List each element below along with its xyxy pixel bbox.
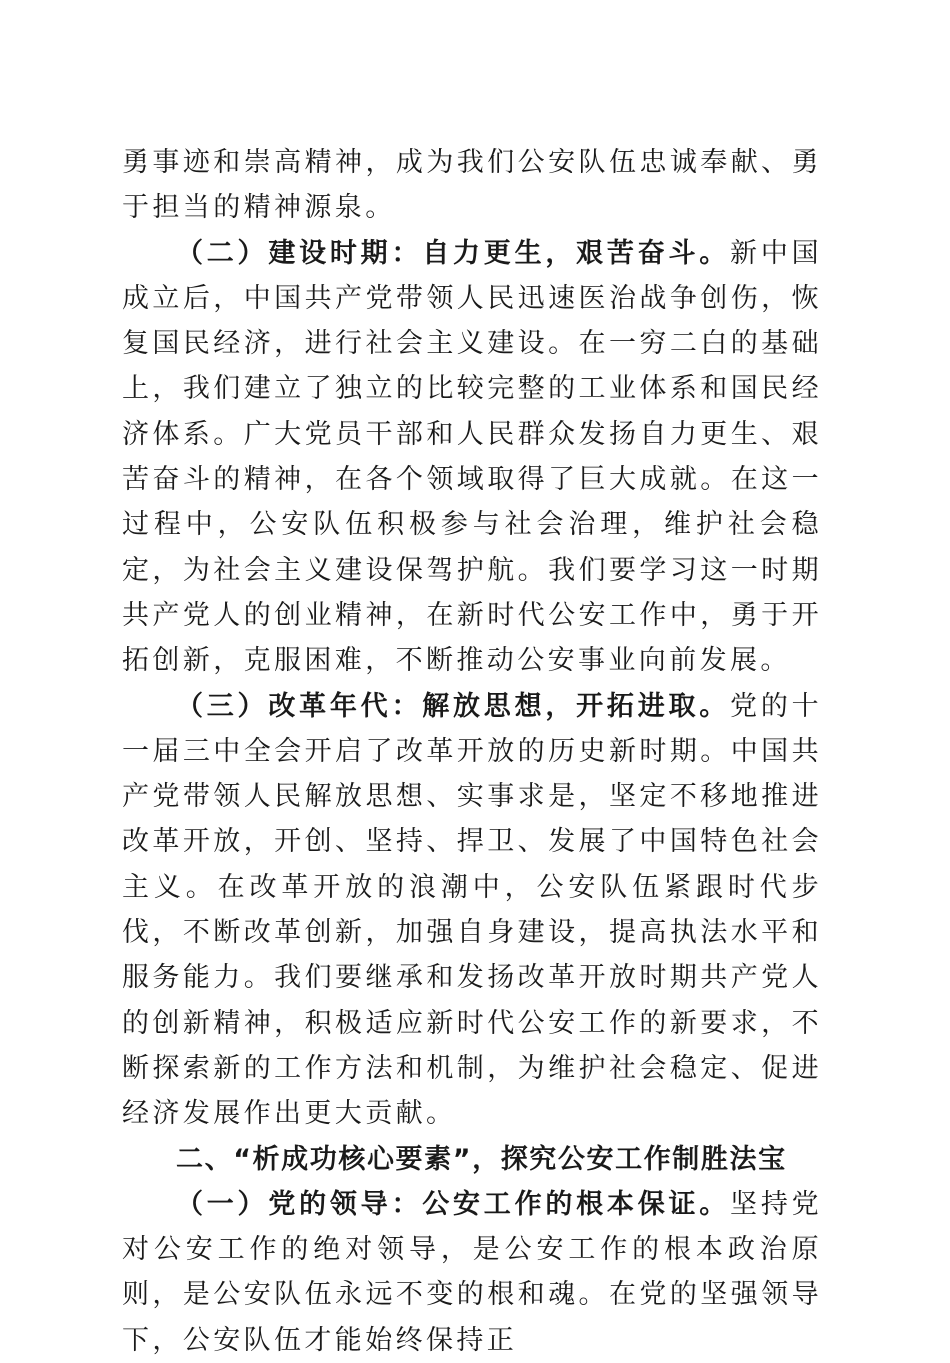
- subheading-construction-period: （二）建设时期：自力更生，艰苦奋斗。: [176, 237, 731, 269]
- paragraph-text: 新中国成立后，中国共产党带领人民迅速医治战争创伤，恢复国民经济，进行社会主义建设。在一穷二白的基础上，我们建立了独立的比较完整的工业体系和国民经济体系。广大党员干部和人民群众发扬自力更生、艰苦奋斗的精神，在各个领域取得了巨大成就。在这一过程中，公安队伍积极参与社会治理，维护社会稳定，为社会主义建设保驾护航。我们要学习这一时期共产党人的创业精神，在新时代公安工作中，勇于开拓创新，克服困难，不断推动公安事业向前发展。: [122, 237, 823, 677]
- subheading-reform-era: （三）改革年代：解放思想，开拓进取。: [176, 690, 731, 722]
- continuation-text: 勇事迹和崇高精神，成为我们公安队伍忠诚奉献、勇于担当的精神源泉。: [122, 147, 822, 224]
- paragraph-text: 坚持党对公安工作的绝对领导，是公安工作的根本政治原则，是公安队伍永远不变的根和魂。在党的坚强领导下，公安队伍才能始终保持正: [122, 1188, 823, 1356]
- paragraph-construction-period: [122, 231, 822, 684]
- paragraph-reform-era: [122, 684, 822, 1137]
- paragraph-party-leadership: [122, 1182, 822, 1363]
- section-heading-2: 二、“析成功核心要素”，探究公安工作制胜法宝: [176, 1143, 787, 1175]
- document-body: [122, 140, 822, 1363]
- paragraph-text: 党的十一届三中全会开启了改革开放的历史新时期。中国共产党带领人民解放思想、实事求是，坚定不移地推进改革开放，开创、坚持、捍卫、发展了中国特色社会主义。在改革开放的浪潮中，公安队伍紧跟时代步伐，不断改革创新，加强自身建设，提高执法水平和服务能力。我们要继承和发扬改革开放时期共产党人的创新精神，积极适应新时代公安工作的新要求，不断探索新的工作方法和机制，为维护社会稳定、促进经济发展作出更大贡献。: [122, 690, 823, 1130]
- subheading-party-leadership: （一）党的领导：公安工作的根本保证。: [176, 1188, 731, 1220]
- continuation-paragraph: [122, 140, 822, 231]
